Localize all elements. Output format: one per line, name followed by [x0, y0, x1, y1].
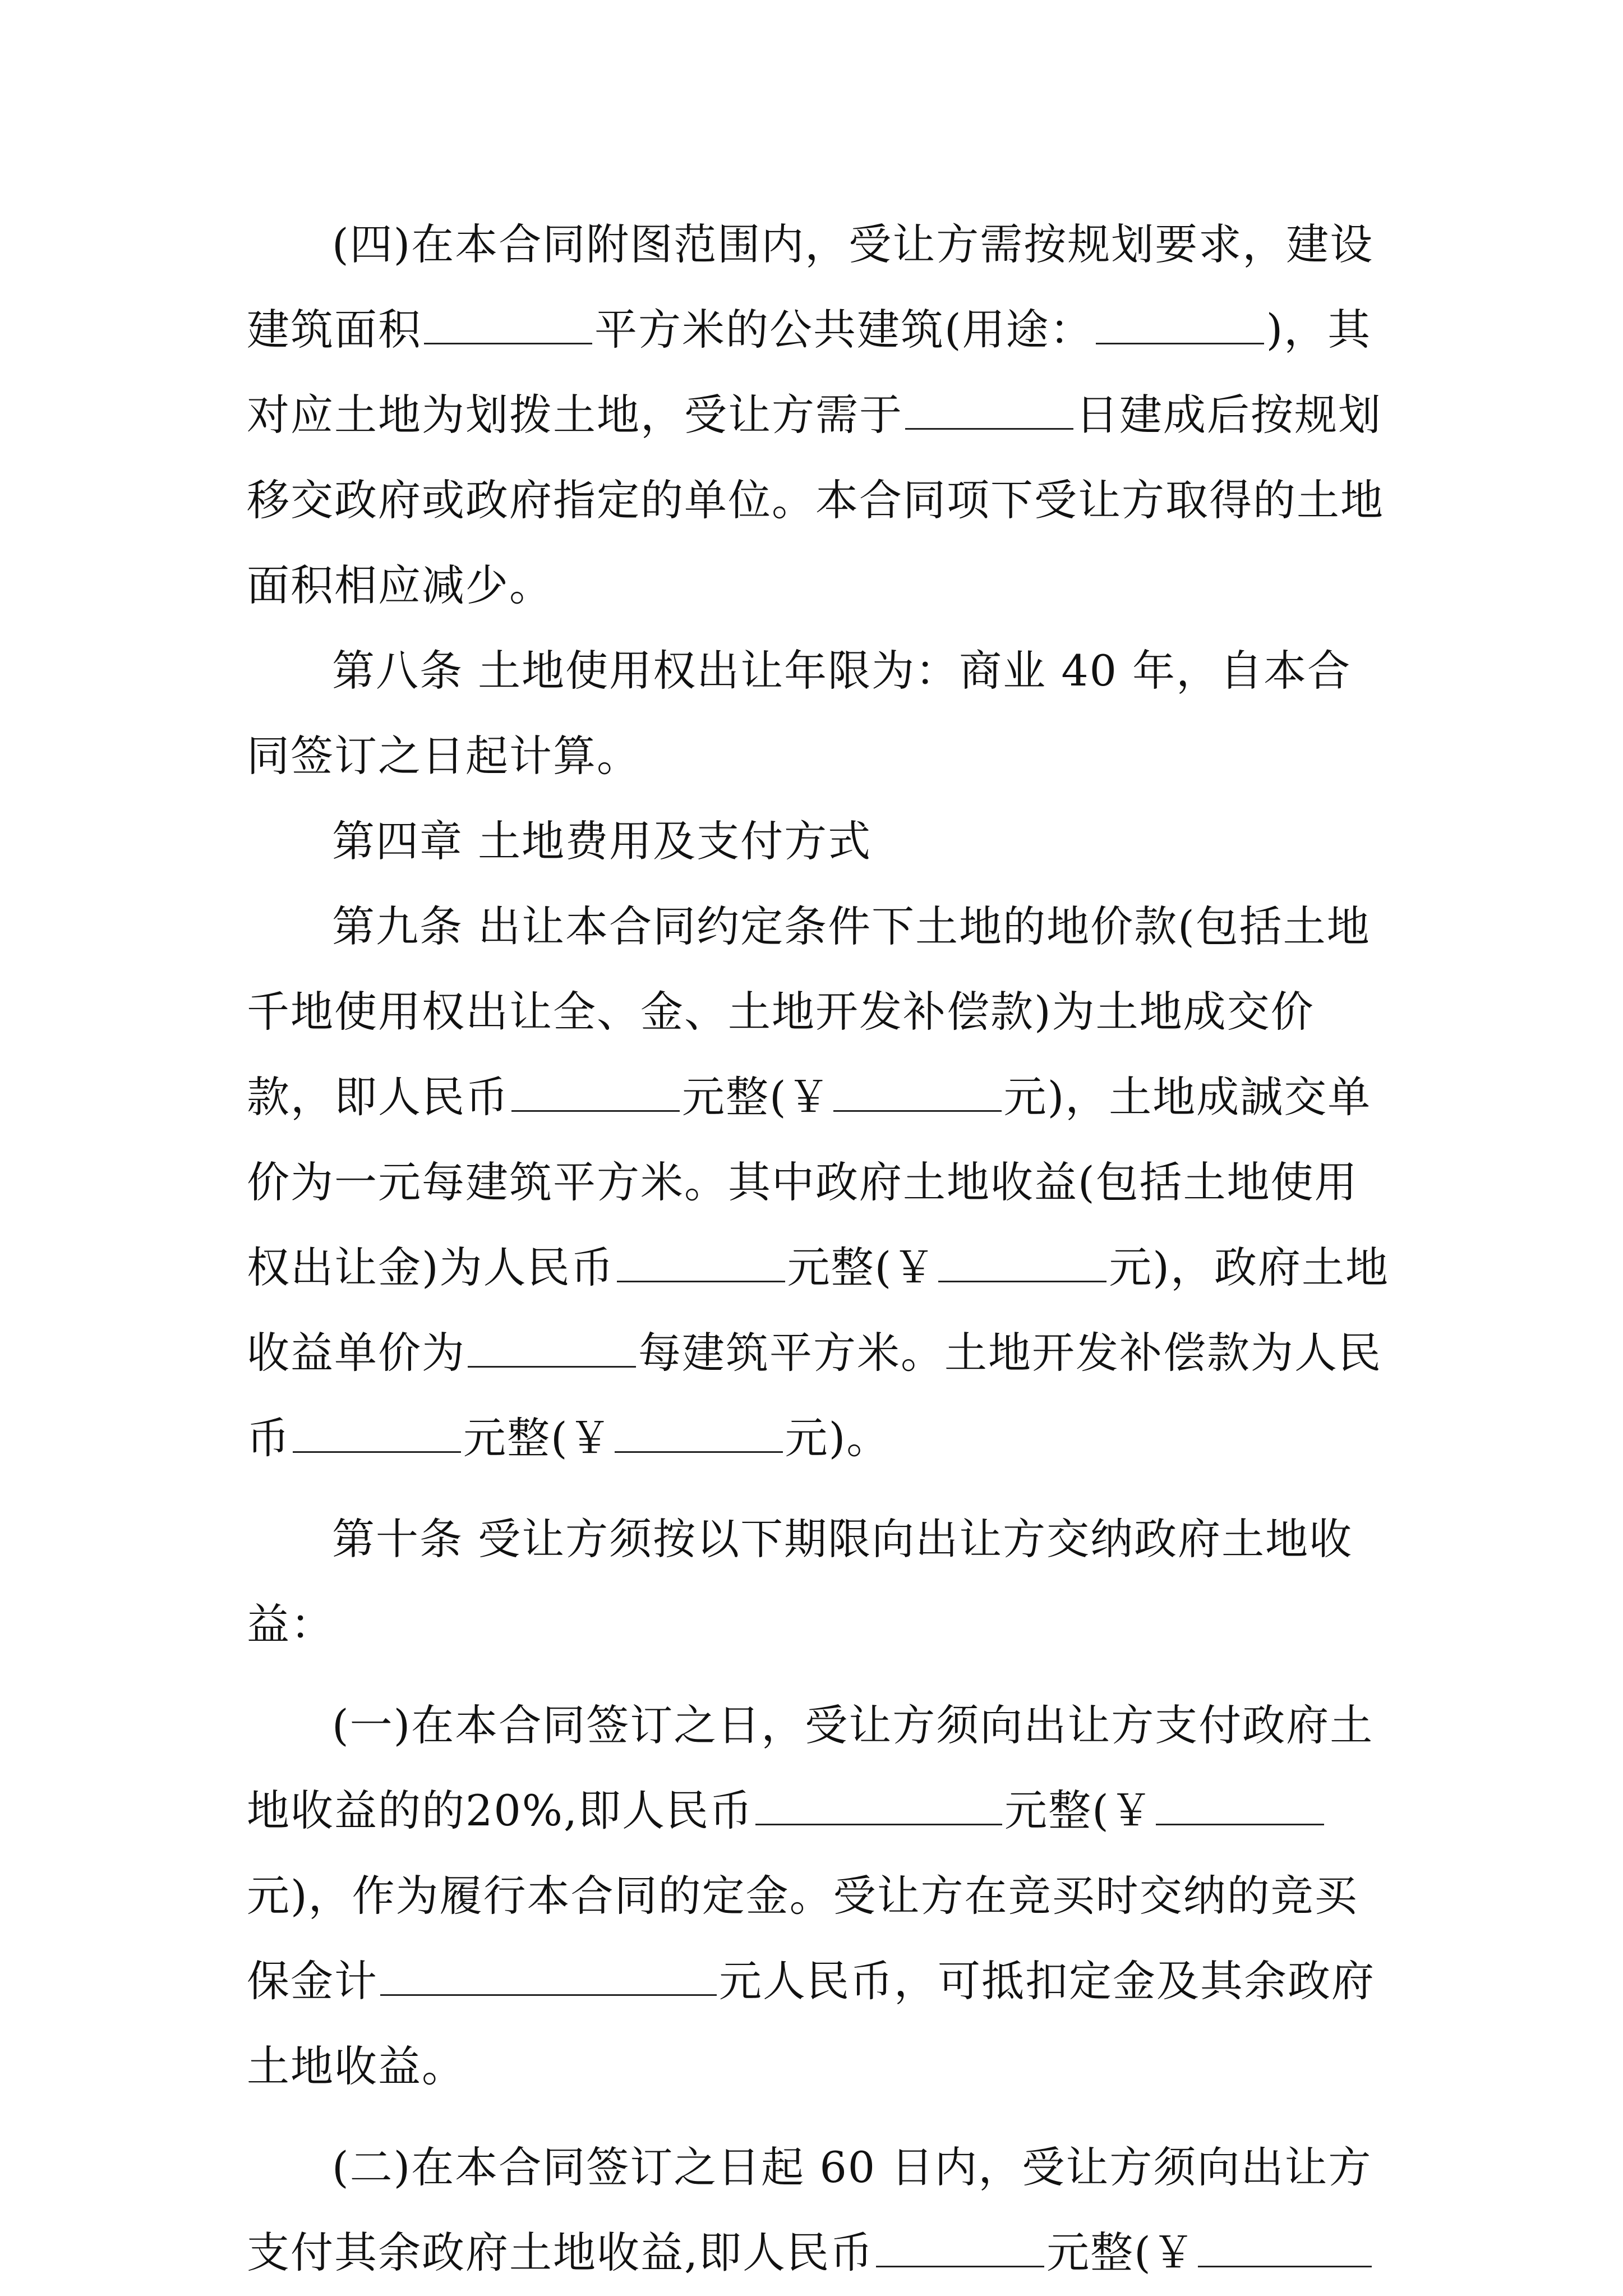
paragraph-text: 日建成后按规划移交政府或政府指定的单位。本合同项下受让方取得的土地面积相应减少。: [247, 390, 1384, 610]
paragraph-text: 元)，作为履行本合同的定金。受让方在竞买时交纳的竞买保金计: [247, 1871, 1358, 2006]
paragraph-text: 元)，政府土地收益单价为: [247, 1243, 1389, 1378]
paragraph-text: )，其对应土地为划拨土地，受让方需于: [247, 305, 1372, 440]
fill-in-blank: [1156, 1790, 1324, 1825]
fill-in-blank: [833, 1076, 1002, 1112]
paragraph-text: 第九条 出让本合同约定条件下土地的地价款(包括土地千地使用权出让全、金、土地开发补偿款)为土地成交价款，即人民币: [247, 901, 1371, 1122]
paragraph-article-9: [247, 884, 1391, 1481]
paragraph-text: 第八条 土地使用权出让年限为：商业 40 年，自本合同签订之日起计算。: [247, 646, 1352, 781]
fill-in-blank: [755, 1790, 1002, 1825]
fill-in-blank: [617, 1247, 785, 1282]
paragraph-text: 元整(￥: [1046, 2228, 1196, 2277]
paragraph-text: 元整(￥: [1004, 1786, 1154, 1835]
paragraph-text: 平方米的公共建筑(用途：: [594, 305, 1094, 355]
paragraph-text: 元整(￥: [787, 1243, 937, 1292]
fill-in-blank: [511, 1076, 680, 1112]
paragraph-text: 元整(￥: [682, 1072, 831, 1122]
paragraph-text: 第十条 受让方须按以下期限向出让方交纳政府土地收益：: [247, 1514, 1353, 1649]
fill-in-blank: [615, 1418, 783, 1453]
fill-in-blank: [1198, 2232, 1372, 2267]
paragraph-text: 元人民币，可抵扣定金及其余政府土地收益。: [247, 1956, 1375, 2091]
paragraph-article-10-item-2: [247, 2125, 1391, 2295]
fill-in-blank: [905, 394, 1073, 430]
paragraph-text: (一)在本合同签订之日，受让方须向出让方支付政府土地收益的的20%,即人民币: [247, 1700, 1374, 1835]
fill-in-blank: [1096, 309, 1264, 344]
fill-in-blank: [468, 1332, 636, 1368]
paragraph-text: 元)。: [785, 1413, 891, 1463]
paragraph-text: 元整(￥: [463, 1413, 612, 1463]
fill-in-blank: [424, 309, 592, 344]
fill-in-blank: [938, 1247, 1106, 1282]
fill-in-blank: [380, 1961, 717, 1996]
document-body: [247, 202, 1391, 2295]
paragraph-text: 元)，土地成誠交单价为一元每建筑平方米。其中政府土地收益(包括土地使用权出让金)为人民币: [247, 1072, 1372, 1292]
paragraph-text: (二)在本合同签订之日起 60 日内，受让方须向出让方支付其余政府土地收益,即人民币: [247, 2142, 1372, 2277]
paragraph-chapter-4: [247, 799, 1391, 884]
paragraph-text: 每建筑平方米。土地开发补偿款为人民币: [247, 1328, 1382, 1463]
paragraph-item-4: [247, 202, 1391, 628]
paragraph-article-8: [247, 628, 1391, 799]
fill-in-blank: [293, 1418, 461, 1453]
paragraph-text: 第四章 土地费用及支付方式: [332, 816, 872, 866]
fill-in-blank: [876, 2232, 1044, 2267]
paragraph-article-10: [247, 1497, 1391, 1667]
paragraph-article-10-item-1: [247, 1683, 1391, 2109]
paragraph-text: (四)在本合同附图范围内，受让方需按规划要求，建设建筑面积: [247, 219, 1374, 355]
